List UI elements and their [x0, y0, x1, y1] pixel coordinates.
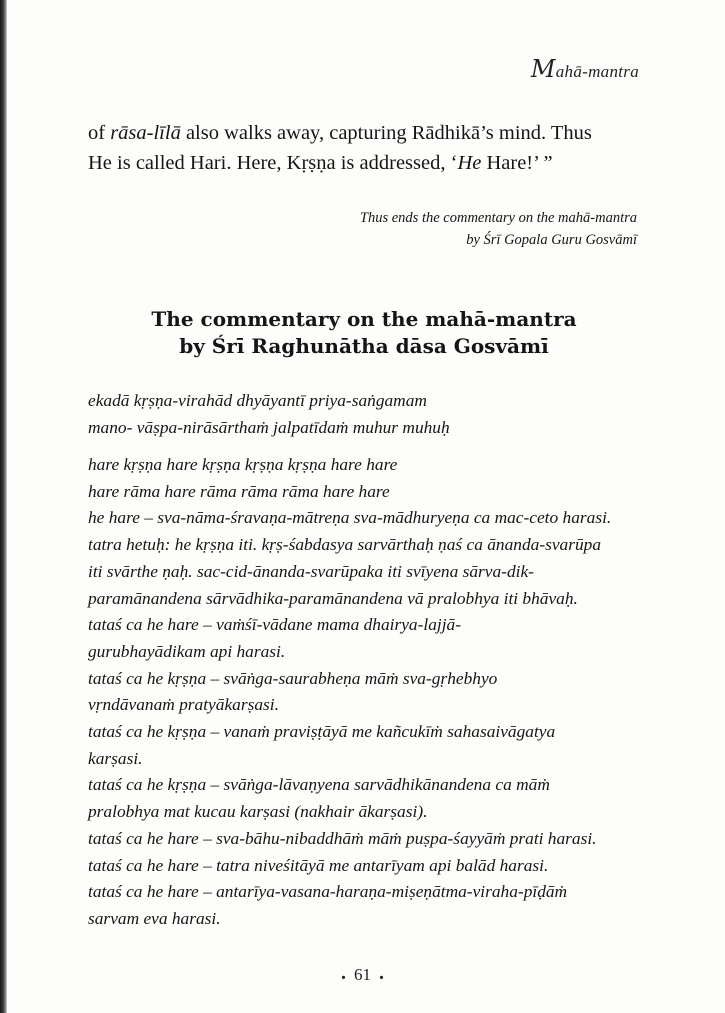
commentary-line: tataś ca he hare – antarīya-vasana-haraṇa-miṣeṇātma-viraha-pīḍāṁ [88, 882, 568, 902]
commentary-line: tataś ca he hare – vaṁśī-vādane mama dhairya-lajjā- [88, 615, 461, 635]
section-title [88, 306, 640, 360]
section-title-line: The commentary on the mahā-mantra [151, 307, 577, 331]
invocation-verse [88, 388, 648, 441]
verse-line: ekadā kṛṣṇa-virahād dhyāyantī priya-saṅgamam [88, 391, 427, 410]
lead-text: of [88, 122, 111, 144]
lead-paragraph [88, 118, 640, 178]
commentary-line: karṣasi. [88, 748, 143, 768]
running-head-text: ahā-mantra [555, 62, 639, 81]
lead-text: He is called Hari. Here, Kṛṣṇa is addressed, ‘ [88, 152, 458, 174]
commentary-line: vṛndāvanaṁ pratyākarṣasi. [88, 695, 279, 715]
commentary-line: hare kṛṣṇa hare kṛṣṇa kṛṣṇa kṛṣṇa hare hare [88, 455, 398, 474]
commentary-line: pralobhya mat kucau karṣasi (nakhair ākarṣasi). [88, 802, 428, 822]
commentary-line: tataś ca he hare – sva-bāhu-nibaddhāṁ māṁ puṣpa-śayyāṁ prati harasi. [88, 828, 597, 848]
commentary-line: tataś ca he hare – tatra niveśitāyā me antarīyam api balād harasi. [88, 855, 549, 875]
commentary-line: iti svārthe ṇaḥ. sac-cid-ānanda-svarūpaka iti svīyena sārva-dik- [88, 561, 534, 581]
commentary-line: tataś ca he kṛṣṇa – svāṅga-saurabheṇa māṁ sva-gṛhebhyo [88, 668, 498, 688]
commentary-line: sarvam eva harasi. [88, 908, 221, 928]
running-head-initial: M [530, 55, 556, 83]
commentary-line: hare rāma hare rāma rāma rāma hare hare [88, 481, 390, 501]
lead-italic-term: rāsa-līlā [110, 122, 181, 144]
running-head [531, 55, 639, 83]
closing-attribution [360, 207, 637, 251]
lead-line [88, 148, 640, 178]
commentary-line: tatra hetuḥ: he kṛṣṇa iti. kṛṣ-śabdasya sarvārthaḥ ṇaś ca ānanda-svarūpa [88, 535, 602, 555]
footer-ornament-dot: . [379, 962, 384, 984]
commentary-line: tataś ca he kṛṣṇa – svāṅga-lāvaṇyena sarvādhikānandena ca māṁ [88, 775, 550, 795]
lead-italic-term: He [457, 152, 482, 174]
closing-line: Thus ends the commentary on the mahā-mantra [359, 210, 637, 226]
lead-text: Hare!’ ” [481, 152, 553, 174]
book-binding-edge [0, 0, 7, 1013]
footer-ornament-dot: . [341, 962, 346, 984]
commentary-line: gurubhayādikam api harasi. [88, 641, 286, 661]
lead-line [88, 118, 640, 148]
commentary-text [88, 452, 648, 933]
closing-line: by Śrī Gopala Guru Gosvāmī [466, 232, 637, 248]
commentary-line: paramānandena sārvādhika-paramānandena vā pralobhya iti bhāvaḥ. [88, 588, 578, 608]
commentary-line: tataś ca he kṛṣṇa – vanaṁ praviṣṭāyā me kañcukīṁ sahasaivāgatya [88, 722, 556, 742]
lead-text: also walks away, capturing Rādhikā’s mind. Thus [180, 122, 592, 144]
section-title-line: by Śrī Raghunātha dāsa Gosvāmī [179, 334, 549, 358]
page-footer [0, 962, 725, 985]
page-number: 61 [354, 965, 371, 984]
commentary-line: he hare – sva-nāma-śravaṇa-mātreṇa sva-mādhuryeṇa ca mac-ceto harasi. [88, 508, 612, 528]
verse-line: mano- vāṣpa-nirāsārthaṁ jalpatīdaṁ muhur muhuḥ [88, 417, 450, 437]
